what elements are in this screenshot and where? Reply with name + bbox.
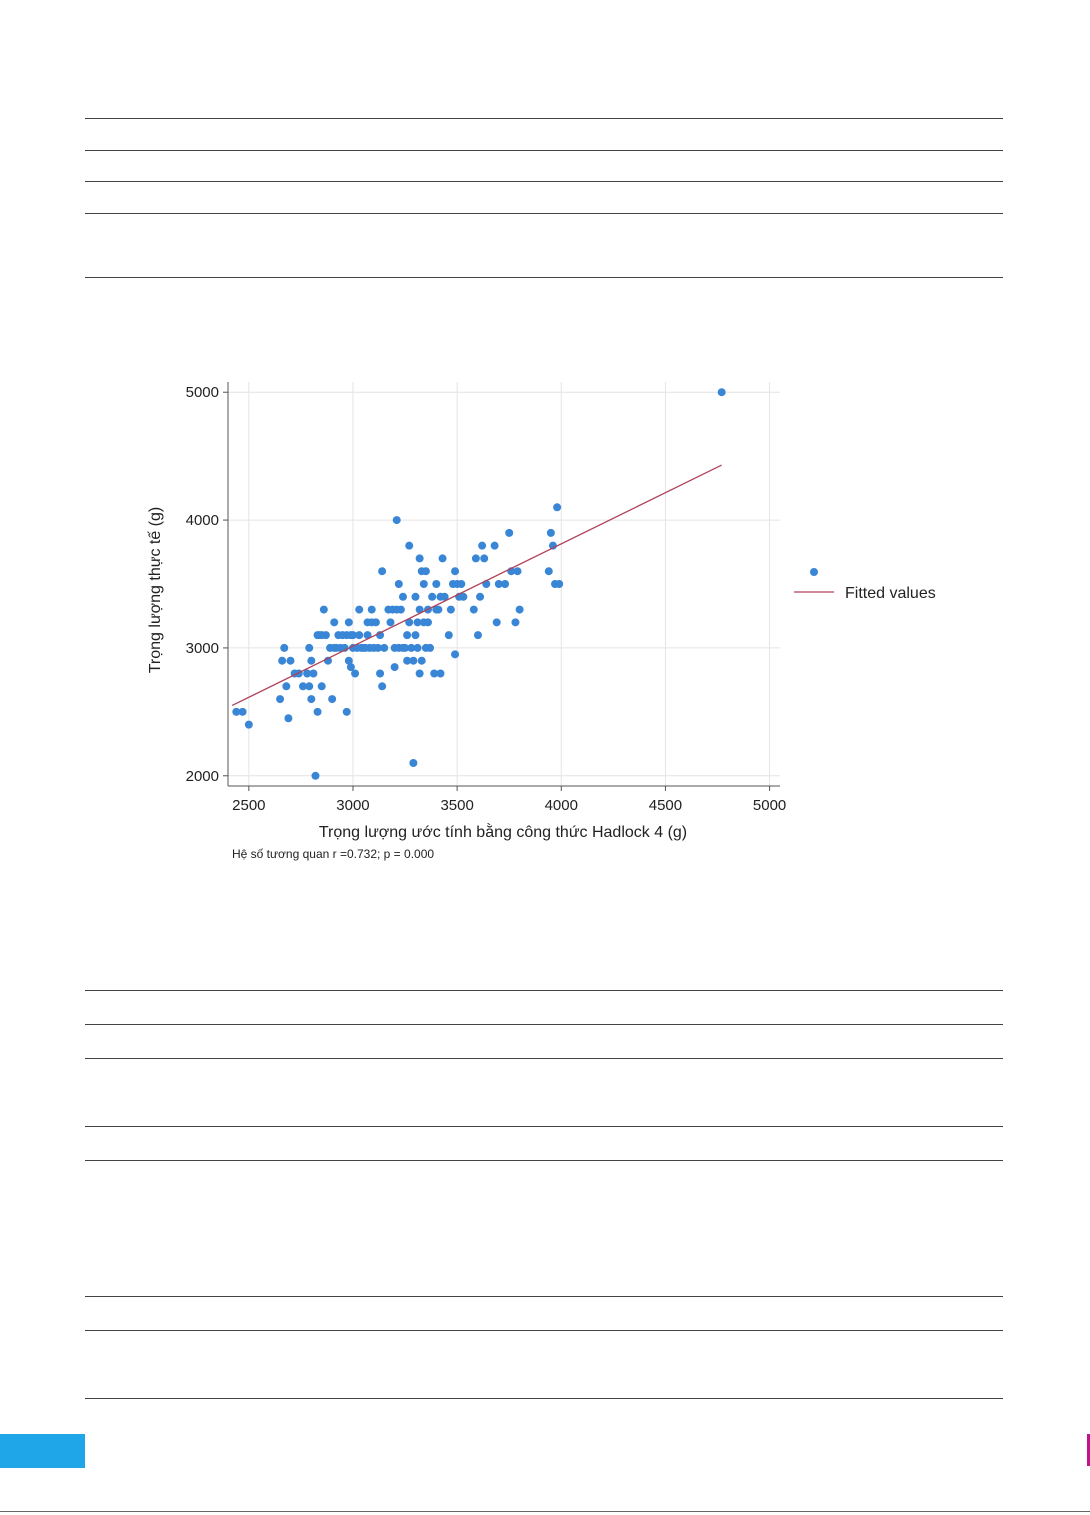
x-tick-label: 5000 [752,797,787,814]
data-point [470,606,478,614]
footer-line [0,1511,1090,1512]
data-point [474,631,482,639]
data-point [372,618,380,626]
y-axis-title: Trọng lượng thực tế (g) [147,506,164,674]
data-point [718,388,726,396]
data-point [434,606,442,614]
data-point [378,567,386,575]
data-point [445,631,453,639]
x-tick-label: 4500 [648,797,683,814]
data-point [355,631,363,639]
table-rule [85,118,1003,119]
data-point [418,657,426,665]
data-point [386,618,394,626]
data-point [451,650,459,658]
data-point [286,657,294,665]
data-point [318,682,326,690]
data-point [491,542,499,550]
data-point [403,631,411,639]
data-point [376,669,384,677]
y-tick-label: 2000 [185,767,219,785]
data-point [351,669,359,677]
data-point [545,567,553,575]
data-point [245,721,253,729]
data-point [305,644,313,652]
data-point [416,669,424,677]
data-point [314,708,322,716]
data-point [399,593,407,601]
data-point [345,618,353,626]
data-point [391,663,399,671]
data-point [284,714,292,722]
table-rule [85,181,1003,182]
data-point [409,657,417,665]
data-point [555,580,563,588]
data-point [305,682,313,690]
y-tick-label: 4000 [185,512,219,530]
data-point [395,580,403,588]
data-point [451,567,459,575]
data-point [278,657,286,665]
table-rule [85,1330,1003,1331]
table-rule [85,990,1003,991]
data-point [547,529,555,537]
data-point [393,516,401,524]
table-rule [85,1058,1003,1059]
x-tick-label: 2500 [232,797,266,814]
data-point [493,618,501,626]
legend [794,568,936,602]
data-point [330,618,338,626]
data-point [320,606,328,614]
data-point [282,682,290,690]
data-point [343,708,351,716]
data-point [328,695,336,703]
data-point [307,695,315,703]
y-tick-label: 3000 [185,639,219,657]
table-rule [85,150,1003,151]
data-point [411,593,419,601]
data-point [309,669,317,677]
data-point [516,606,524,614]
data-point [422,567,430,575]
data-point [426,644,434,652]
legend-point-marker [810,568,818,576]
x-tick-label: 3500 [440,797,474,814]
data-point [307,657,315,665]
ticks [186,384,787,814]
data-point [457,580,465,588]
x-tick-label: 3000 [336,797,370,814]
table-rule [85,1296,1003,1297]
table-rule [85,277,1003,278]
table-rule [85,1398,1003,1399]
data-point [409,759,417,767]
data-point [514,567,522,575]
x-axis-title: Trọng lượng ước tính bằng công thức Hadlock 4 (g) [318,824,688,841]
data-point [420,580,428,588]
data-point [368,606,376,614]
data-point [511,618,519,626]
data-point [411,631,419,639]
fitted-line [232,465,722,705]
data-point [276,695,284,703]
x-tick-label: 4000 [544,797,578,814]
table-rule [85,1024,1003,1025]
data-point [505,529,513,537]
legend-label-fitted: Fitted values [845,585,936,602]
data-point [476,593,484,601]
data-point [480,554,488,562]
scatter-chart [0,360,1090,880]
data-point [428,593,436,601]
table-rule [85,1160,1003,1161]
data-point [416,554,424,562]
data-point [311,772,319,780]
data-point [553,503,561,511]
data-point [239,708,247,716]
table-rule [85,213,1003,214]
data-point [447,606,455,614]
page-number-tab [0,1434,85,1468]
data-point [355,606,363,614]
data-point [472,554,480,562]
data-point [397,606,405,614]
data-point [436,669,444,677]
data-point [280,644,288,652]
data-point [478,542,486,550]
data-point [405,542,413,550]
data-point [424,618,432,626]
data-point [414,644,422,652]
data-point [432,580,440,588]
correlation-note: Hệ số tương quan r =0.732; p = 0.000 [232,847,435,861]
data-point [439,554,447,562]
table-rule [85,1126,1003,1127]
data-point [380,644,388,652]
data-point [378,682,386,690]
y-tick-label: 5000 [185,384,219,402]
data-point [322,631,330,639]
data-point [501,580,509,588]
